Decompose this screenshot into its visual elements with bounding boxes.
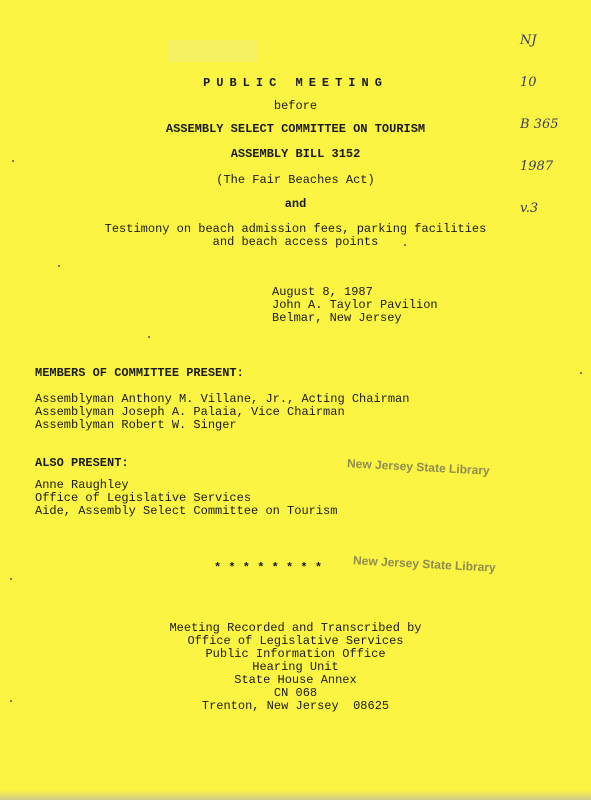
also-present-line: Anne Raughley [35, 478, 129, 492]
scan-speck [12, 160, 14, 162]
faded-mark [168, 40, 258, 62]
member-line: Assemblyman Robert W. Singer [35, 418, 237, 432]
scan-speck [404, 244, 406, 246]
catalog-note-line: v.3 [520, 201, 539, 216]
catalog-note-line: 1987 [520, 159, 554, 174]
testimony-line: Testimony on beach admission fees, parking facilities [104, 222, 487, 236]
scan-speck [10, 700, 12, 702]
also-present-heading: ALSO PRESENT: [35, 456, 129, 470]
scan-speck [58, 265, 60, 267]
meeting-venue: John A. Taylor Pavilion [272, 298, 438, 312]
meeting-location: Belmar, New Jersey [272, 311, 402, 325]
catalog-note-line: 10 [520, 75, 537, 90]
testimony-line: and beach access points [212, 235, 379, 249]
bill-number: ASSEMBLY BILL 3152 [230, 147, 361, 161]
footer-line: Hearing Unit [252, 660, 339, 674]
also-present-line: Office of Legislative Services [35, 491, 252, 505]
footer-line: Trenton, New Jersey 08625 [201, 699, 390, 713]
and-label: and [284, 197, 307, 211]
meeting-date: August 8, 1987 [272, 285, 373, 299]
page-bottom-edge [0, 790, 591, 800]
also-present-line: Aide, Assembly Select Committee on Tourism [35, 504, 338, 518]
separator: * * * * * * * * [214, 561, 323, 575]
members-heading: MEMBERS OF COMMITTEE PRESENT: [35, 366, 244, 380]
footer-line: Meeting Recorded and Transcribed by [169, 621, 422, 635]
scan-speck [10, 578, 12, 580]
catalog-note-line: B 365 [520, 117, 559, 132]
library-stamp: New Jersey State Library [346, 456, 491, 478]
library-stamp: New Jersey State Library [352, 553, 497, 575]
catalog-note-line: NJ [520, 33, 537, 48]
member-line: Assemblyman Joseph A. Palaia, Vice Chairman [35, 405, 345, 419]
footer-line: State House Annex [234, 673, 357, 687]
scan-speck [580, 372, 582, 374]
act-name: (The Fair Beaches Act) [216, 173, 375, 187]
member-line: Assemblyman Anthony M. Villane, Jr., Acting Chairman [35, 392, 410, 406]
scan-speck [148, 336, 150, 338]
footer-line: CN 068 [273, 686, 318, 700]
footer-line: Office of Legislative Services [187, 634, 404, 648]
before-label: before [273, 99, 318, 113]
footer-line: Public Information Office [205, 647, 386, 661]
document-title: PUBLIC MEETING [203, 76, 388, 90]
committee-name: ASSEMBLY SELECT COMMITTEE ON TOURISM [165, 122, 426, 136]
